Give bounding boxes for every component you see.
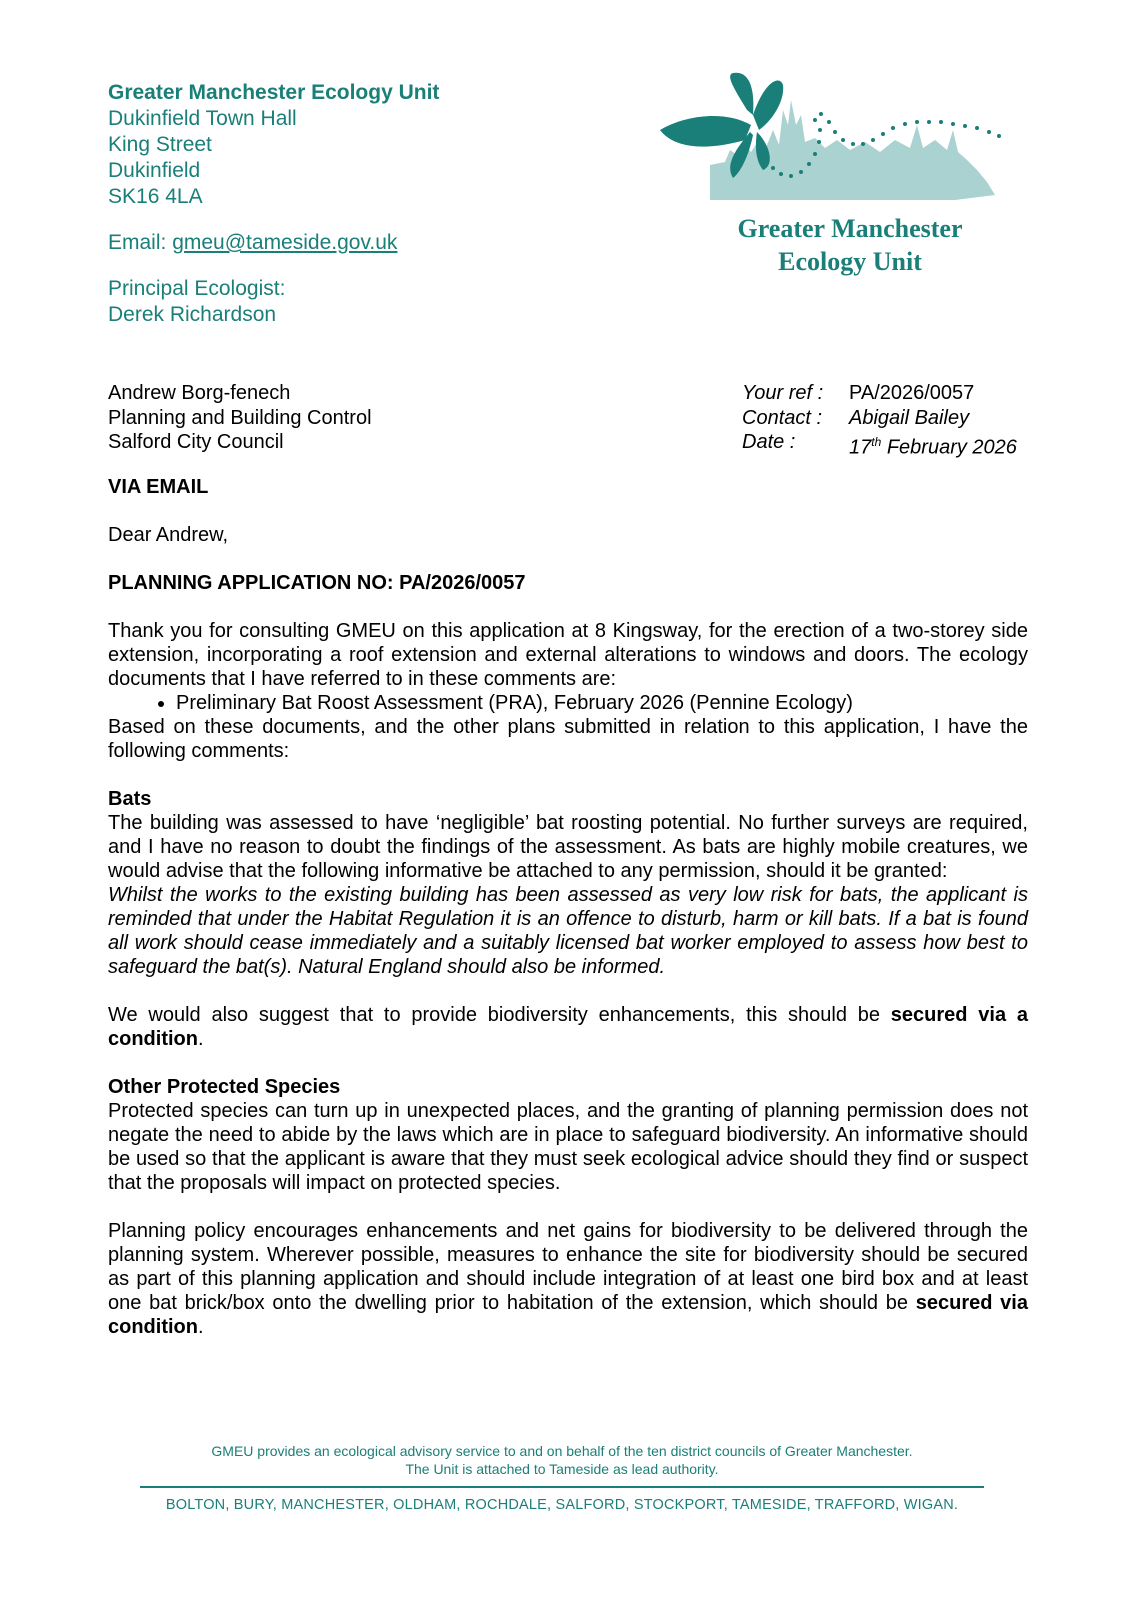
- recipient-line: Andrew Borg-fenech: [108, 382, 291, 404]
- sender-block: [108, 80, 608, 328]
- contact-value: Abigail Bailey: [849, 406, 970, 429]
- date-value: 17th February 2026: [849, 435, 1017, 459]
- footer-divider: [140, 1486, 984, 1488]
- sender-org: Greater Manchester Ecology Unit: [108, 81, 440, 104]
- other-species-heading: Other Protected Species: [108, 1076, 341, 1098]
- email-line: [108, 230, 608, 256]
- skyline-graphic: [710, 100, 995, 200]
- logo-line: Greater Manchester: [737, 214, 963, 243]
- butterfly-icon: [660, 73, 783, 178]
- recipient-line: Planning and Building Control: [108, 406, 372, 429]
- documents-list: [108, 691, 1028, 715]
- salutation: Dear Andrew,: [108, 524, 229, 546]
- footer-line: GMEU provides an ecological advisory service to and on behalf of the ten district councils of Greater Manchester.: [211, 1443, 913, 1459]
- sender-address-line: Dukinfield Town Hall: [108, 107, 297, 130]
- policy-paragraph: Planning policy encourages enhancements and net gains for biodiversity to be delivered through the planning system. Wherever possible, measures to enhance the site for biodiversity should be secured as part of this planning application and should include integration of at least one bird box and at least one bat brick/box onto the dwelling prior to habitation of the extension, which should be secured via condition.: [108, 1220, 1028, 1338]
- intro-paragraph: Thank you for consulting GMEU on this application at 8 Kingsway, for the erection of a two-storey side extension, incorporating a roof extension and external alterations to windows and doors. The ecology documents that I have referred to in these comments are:: [108, 620, 1028, 690]
- email-label: Email:: [108, 231, 167, 254]
- contact-label: Contact :: [742, 406, 823, 429]
- sender-address-line: SK16 4LA: [108, 185, 203, 208]
- footer: [140, 1442, 984, 1514]
- footer-line: The Unit is attached to Tameside as lead authority.: [405, 1461, 719, 1477]
- other-species-paragraph: Protected species can turn up in unexpected places, and the granting of planning permission does not negate the need to abide by the laws which are in place to safeguard biodiversity. An informative should be used so that the applicant is aware that they must seek ecological advice should they find or suspect that the proposals will impact on protected species.: [108, 1100, 1028, 1194]
- enhancement-paragraph: We would also suggest that to provide biodiversity enhancements, this should be secured via a condition.: [108, 1004, 1028, 1050]
- date-row: [742, 430, 1017, 460]
- date-label: Date :: [742, 431, 796, 453]
- logo-line: Ecology Unit: [778, 247, 922, 276]
- subject-line: PLANNING APPLICATION NO: PA/2026/0057: [108, 572, 526, 594]
- contact-row: [742, 406, 1017, 431]
- sender-address-line: King Street: [108, 133, 212, 156]
- reference-block: [742, 381, 1017, 460]
- email-link[interactable]: gmeu@tameside.gov.uk: [172, 231, 398, 254]
- bats-heading: Bats: [108, 788, 152, 810]
- bats-paragraph: The building was assessed to have ‘negligible’ bat roosting potential. No further surveys are required, and I have no reason to doubt the findings of the assessment. As bats are highly mobile creatures, we would advise that the following informative be attached to any permission, should it be granted:: [108, 812, 1028, 882]
- your-ref-value: PA/2026/0057: [849, 382, 975, 404]
- via-email: VIA EMAIL: [108, 476, 209, 498]
- recipient-line: Salford City Council: [108, 431, 284, 453]
- list-item: • Preliminary Bat Roost Assessment (PRA), February 2026 (Pennine Ecology): [176, 691, 1028, 715]
- logo-wordmark: [700, 212, 1000, 278]
- letter-body: [108, 475, 1028, 1339]
- sender-role: Principal Ecologist:: [108, 277, 286, 300]
- bats-informative: Whilst the works to the existing building has been assessed as very low risk for bats, the applicant is reminded that under the Habitat Regulation it is an offence to disturb, harm or kill bats. If a bat is found all work should cease immediately and a suitably licensed bat worker employed to assess how best to safeguard the bat(s). Natural England should also be informed.: [108, 884, 1028, 978]
- your-ref-row: [742, 381, 1017, 406]
- based-on-paragraph: Based on these documents, and the other plans submitted in relation to this application, I have the following comments:: [108, 716, 1028, 762]
- footer-districts: BOLTON, BURY, MANCHESTER, OLDHAM, ROCHDALE, SALFORD, STOCKPORT, TAMESIDE, TRAFFORD, WIGAN.: [165, 1497, 959, 1513]
- sender-address-line: Dukinfield: [108, 159, 201, 182]
- recipient-block: [108, 381, 372, 455]
- your-ref-label: Your ref :: [742, 382, 824, 404]
- sender-name: Derek Richardson: [108, 303, 277, 326]
